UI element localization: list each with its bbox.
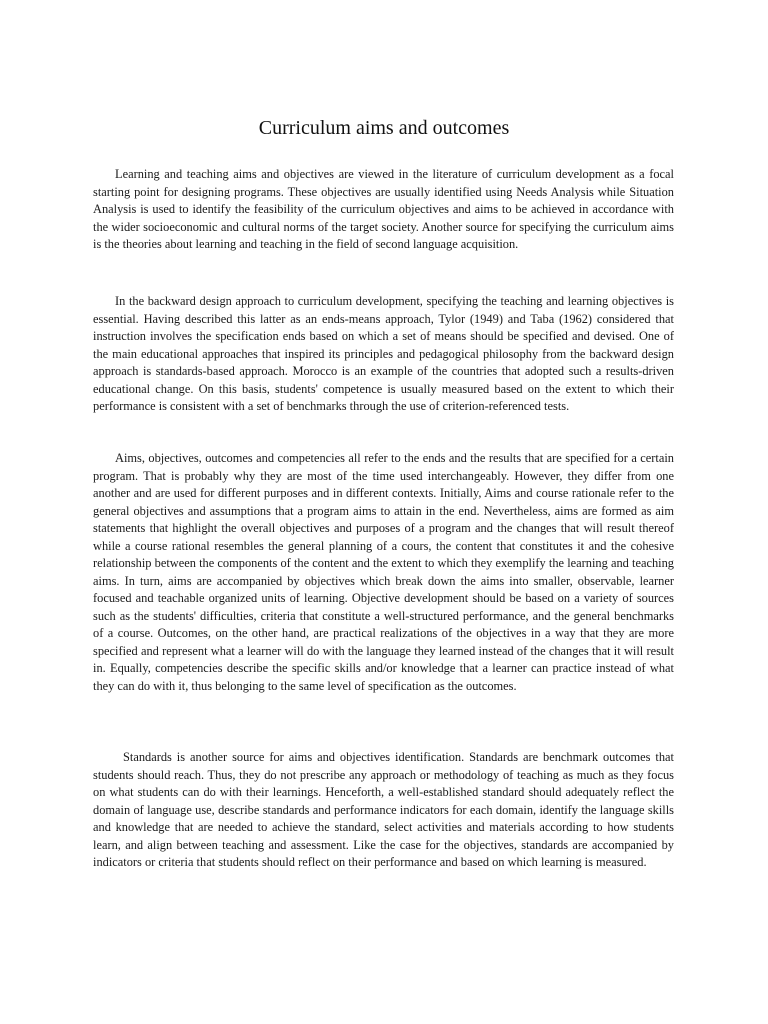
paragraph-curriculum-aims-intro: Learning and teaching aims and objectives are viewed in the literature of curriculum development as a focal starting point for designing programs. These objectives are usually identified using Needs Analysis while Situation Analysis is used to identify the feasibility of the curriculum objectives and aims to be achieved in accordance with the wider socioeconomic and cultural norms of the target society. Another source for specifying the curriculum aims is the theories about learning and teaching in the field of second language acquisition. [93,167,674,251]
document-title: Curriculum aims and outcomes [258,117,510,139]
paragraph-aims-objectives-outcomes: Aims, objectives, outcomes and competencies all refer to the ends and the results that are specified for a certain program. That is probably why they are most of the time used interchangeably. However, they differ from one another and are used for different purposes and in different contexts. Initially, Aims and course rationale refer to the general objectives and assumptions that a program aims to attain in the end. Nevertheless, aims are formed as aim statements that highlight the overall objectives and purposes of a program and the changes that will result thereof while a course rational resembles the general planning of a cours, the content that constitutes it and the cohesive relationship between the components of the content and the extent to which they exemplify the learning and teaching aims. In turn, aims are accompanied by objectives which break down the aims into smaller, observable, learner focused and teachable organized units of learning. Objective development should be based on a variety of sources such as the students' difficulties, criteria that constitute a well-structured performance, and the general benchmarks of a course. Outcomes, on the other hand, are practical realizations of the objectives in a way that they are more specified and represent what a learner will do with the language they learned instead of the changes that it will result in. Equally, competencies describe the specific skills and/or knowledge that a learner can practice instead of what they can do with it, thus belonging to the same level of specification as the outcomes. [93,451,674,693]
paragraph-backward-design: In the backward design approach to curriculum development, specifying the teaching and learning objectives is essential. Having described this latter as an ends-means approach, Tylor (1949) and Taba (1962) considered that instruction involves the specification ends based on which a set of means should be specified and devised. One of the main educational approaches that inspired its principles and pedagogical philosophy from the backward design approach is standards-based approach. Morocco is an example of the countries that adopted such a results-driven educational change. On this basis, students' competence is usually measured based on the extent to which their performance is consistent with a set of benchmarks through the use of criterion-referenced tests. [93,294,674,413]
paragraph-standards: Standards is another source for aims and objectives identification. Standards are benchmark outcomes that students should reach. Thus, they do not prescribe any approach or methodology of teaching as much as they focus on what students can do with their learnings. Henceforth, a well-established standard should adequately reflect the domain of language use, describe standards and performance indicators for each domain, identify the language skills and knowledge that are needed to achieve the standard, select activities and materials according to how students learn, and align between teaching and assessment. Like the case for the objectives, standards are accompanied by indicators or criteria that students should reflect on their performance and based on which learning is measured. [93,750,674,869]
